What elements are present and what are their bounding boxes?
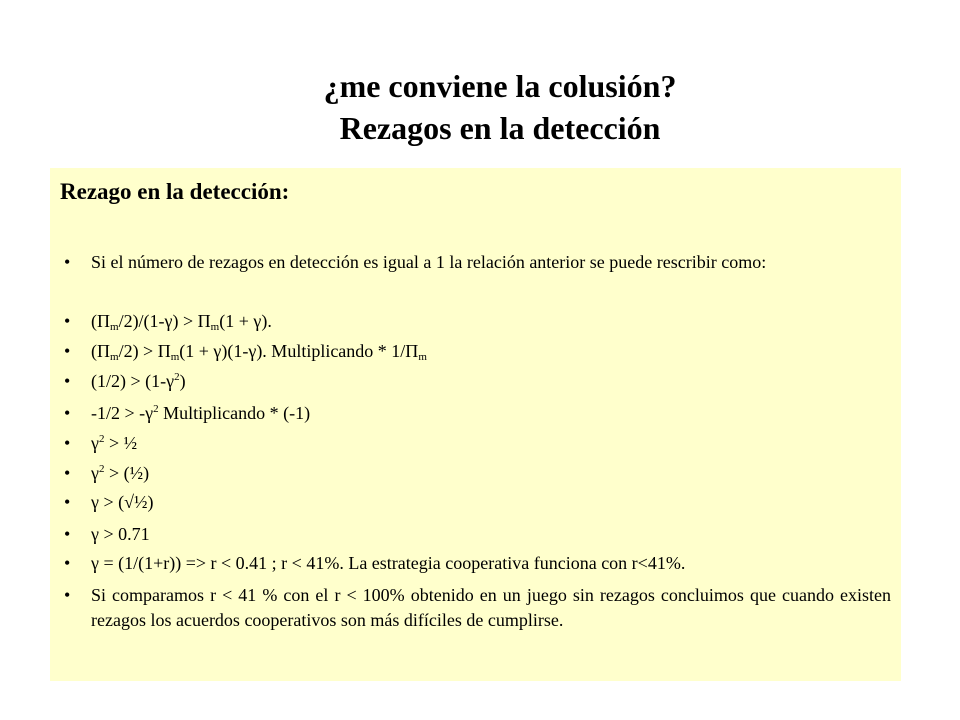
text-segment: γ	[91, 463, 99, 483]
text-segment: Si el número de rezagos en detección es igual a 1 la relación anterior se puede rescribir como:	[91, 252, 767, 272]
section-heading: Rezago en la detección:	[60, 179, 290, 204]
bullet-marker: •	[64, 492, 71, 512]
text-segment: 2	[98, 433, 105, 445]
bullet-item-2	[91, 309, 891, 334]
text-segment: (1 + γ)(1-γ). Multiplicando * 1/Π	[179, 341, 419, 361]
text-segment: γ = (1/(1+r)) => r < 0.41 ; r < 41%. La estrategia cooperativa funciona con r<41%.	[91, 553, 686, 573]
slide-title-line-1: ¿me conviene la colusión?	[323, 68, 677, 104]
text-segment: (1 + γ).	[219, 311, 272, 331]
bullet-item-6	[91, 431, 891, 456]
text-segment: m	[110, 321, 119, 333]
text-segment: m	[210, 321, 220, 333]
text-segment: Si comparamos r < 41 % con el r < 100% obtenido en un juego sin rezagos concluimos que cuando existen rezagos los acuerdos cooperativos son más difíciles de cumplirse.	[91, 585, 896, 630]
slide-title-line-2: Rezagos en la detección	[339, 110, 661, 146]
text-segment: γ	[91, 433, 99, 453]
text-segment: (Π	[91, 341, 110, 361]
bullet-item-3	[91, 339, 891, 364]
bullet-marker: •	[64, 403, 71, 423]
bullet-item-8	[91, 490, 891, 515]
text-segment: /2)/(1-γ) > Π	[118, 311, 211, 331]
bullet-item-1	[91, 250, 891, 275]
bullet-item-10	[91, 551, 891, 576]
bullet-item-7	[91, 461, 891, 486]
text-segment: γ > 0.71	[91, 524, 150, 544]
bullet-item-5	[91, 401, 891, 426]
bullet-item-11	[91, 583, 896, 633]
bullet-marker: •	[64, 341, 71, 361]
text-segment: /2) > Π	[118, 341, 171, 361]
bullet-item-9	[91, 522, 891, 547]
bullet-item-4	[91, 369, 891, 394]
text-segment: > ½	[104, 433, 138, 453]
bullet-marker: •	[64, 524, 71, 544]
text-segment: -1/2 > -γ	[91, 403, 154, 423]
text-segment: m	[170, 351, 180, 363]
text-segment: 2	[174, 371, 180, 383]
text-segment: > (½)	[104, 463, 150, 483]
content-box	[50, 168, 901, 681]
bullet-marker: •	[64, 311, 71, 331]
bullet-marker: •	[64, 371, 71, 391]
text-segment: 2	[98, 463, 105, 475]
text-segment: (Π	[91, 311, 110, 331]
text-segment: m	[110, 351, 119, 363]
text-segment: Multiplicando * (-1)	[158, 403, 311, 423]
bullet-marker: •	[64, 463, 71, 483]
text-segment: )	[179, 371, 186, 391]
text-segment: (1/2) > (1-γ	[91, 371, 175, 391]
text-segment: m	[418, 351, 427, 363]
text-segment: 2	[153, 403, 159, 415]
text-segment: γ > (√½)	[91, 492, 154, 512]
bullet-marker: •	[64, 252, 71, 272]
bullet-marker: •	[64, 553, 71, 573]
bullet-marker: •	[64, 433, 71, 453]
bullet-marker: •	[64, 585, 71, 605]
